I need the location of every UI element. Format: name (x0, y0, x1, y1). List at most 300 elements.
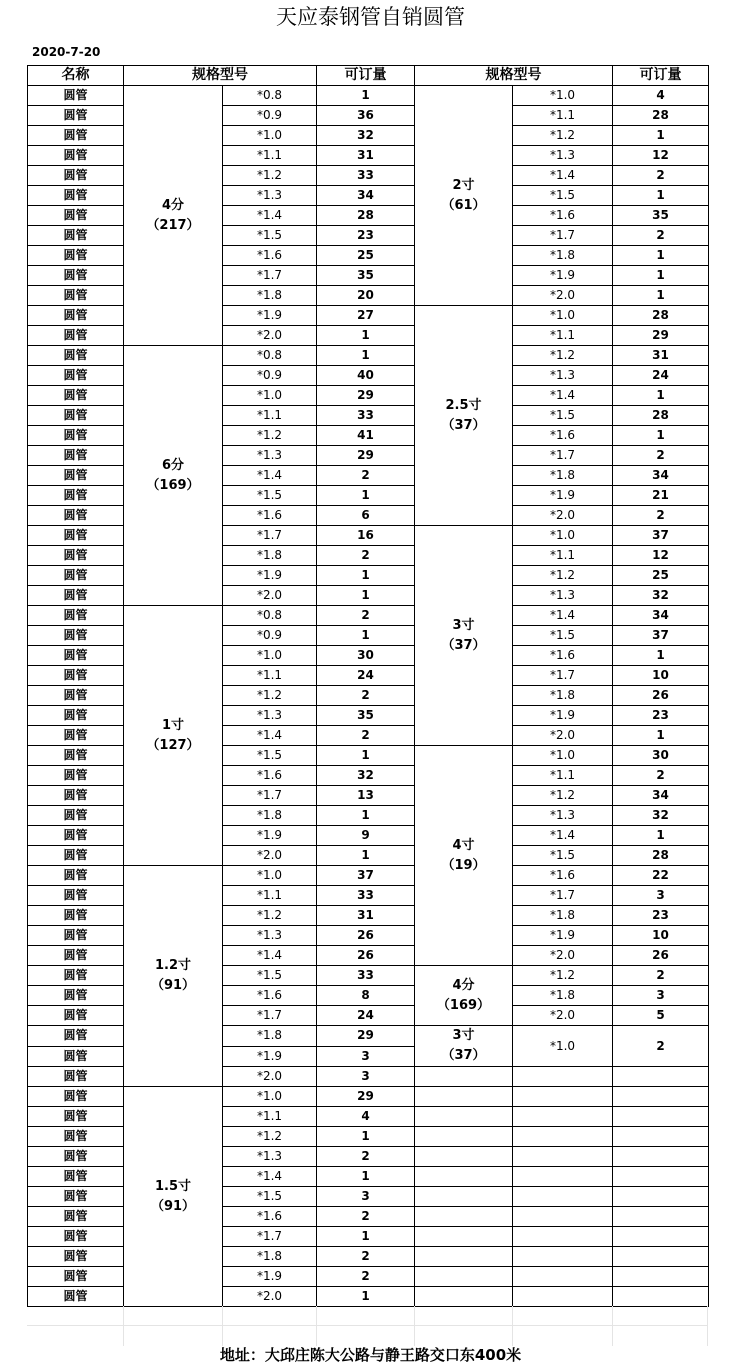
group-size-label: 1.2寸 (154, 958, 192, 973)
group-size-label: 4分 (161, 197, 185, 213)
right-qty-cell: 2 (613, 966, 709, 986)
empty-cell (613, 1087, 709, 1107)
item-name-cell: 圆管 (28, 986, 124, 1006)
right-spec-cell: *2.0 (513, 286, 613, 306)
item-name-cell: 圆管 (28, 826, 124, 846)
spec-cell: *1.5 (223, 1187, 317, 1207)
right-spec-cell: *2.0 (513, 946, 613, 966)
group-size-label: 2寸 (452, 177, 475, 193)
spec-cell: *1.7 (223, 526, 317, 546)
right-qty-cell: 3 (613, 886, 709, 906)
right-qty-cell: 23 (613, 906, 709, 926)
qty-cell: 2 (317, 466, 415, 486)
qty-cell: 3 (317, 1046, 415, 1067)
spec-cell: *1.4 (223, 726, 317, 746)
spec-cell: *0.9 (223, 106, 317, 126)
qty-cell: 32 (317, 766, 415, 786)
right-qty-cell: 4 (613, 86, 709, 106)
header-spec-right: 规格型号 (415, 66, 613, 86)
item-name-cell: 圆管 (28, 306, 124, 326)
group-total-label: （61） (441, 197, 486, 213)
qty-cell: 3 (317, 1067, 415, 1087)
empty-cell (415, 1227, 513, 1247)
right-spec-cell: *1.4 (513, 386, 613, 406)
empty-cell (613, 1287, 709, 1307)
spec-cell: *1.1 (223, 1107, 317, 1127)
spec-cell: *1.3 (223, 706, 317, 726)
group-size-label: 6分 (161, 457, 185, 473)
group-total-label: （169） (146, 477, 200, 493)
spec-cell: *1.4 (223, 1167, 317, 1187)
group-size-label: 2.5寸 (445, 397, 482, 413)
right-spec-cell: *1.8 (513, 686, 613, 706)
spec-cell: *1.3 (223, 1147, 317, 1167)
right-qty-cell: 1 (613, 726, 709, 746)
qty-cell: 1 (317, 566, 415, 586)
qty-cell: 29 (317, 1026, 415, 1047)
right-qty-cell: 30 (613, 746, 709, 766)
spec-cell: *1.7 (223, 1006, 317, 1026)
empty-cell (415, 1147, 513, 1167)
item-name-cell: 圆管 (28, 546, 124, 566)
item-name-cell: 圆管 (28, 446, 124, 466)
right-spec-cell: *1.7 (513, 886, 613, 906)
item-name-cell: 圆管 (28, 1187, 124, 1207)
qty-cell: 8 (317, 986, 415, 1006)
right-qty-cell: 23 (613, 706, 709, 726)
qty-cell: 9 (317, 826, 415, 846)
right-qty-cell: 2 (613, 446, 709, 466)
item-name-cell: 圆管 (28, 226, 124, 246)
qty-cell: 41 (317, 426, 415, 446)
spec-cell: *1.3 (223, 446, 317, 466)
right-spec-cell: *1.4 (513, 826, 613, 846)
qty-cell: 28 (317, 206, 415, 226)
table-row (28, 606, 709, 626)
qty-cell: 6 (317, 506, 415, 526)
item-name-cell: 圆管 (28, 606, 124, 626)
right-spec-cell: *1.0 (513, 86, 613, 106)
right-qty-cell: 10 (613, 926, 709, 946)
right-spec-cell: *1.2 (513, 966, 613, 986)
empty-cell (613, 1147, 709, 1167)
qty-cell: 29 (317, 1087, 415, 1107)
spec-cell: *1.7 (223, 266, 317, 286)
right-qty-cell: 28 (613, 306, 709, 326)
right-spec-cell: *1.3 (513, 146, 613, 166)
spec-cell: *1.4 (223, 206, 317, 226)
qty-cell: 2 (317, 606, 415, 626)
right-spec-cell: *1.3 (513, 806, 613, 826)
right-qty-cell: 24 (613, 366, 709, 386)
item-name-cell: 圆管 (28, 186, 124, 206)
item-name-cell: 圆管 (28, 206, 124, 226)
spec-cell: *1.5 (223, 966, 317, 986)
right-qty-cell: 1 (613, 386, 709, 406)
qty-cell: 30 (317, 646, 415, 666)
item-name-cell: 圆管 (28, 526, 124, 546)
right-qty-cell: 12 (613, 146, 709, 166)
right-qty-cell: 3 (613, 986, 709, 1006)
qty-cell: 2 (317, 546, 415, 566)
item-name-cell: 圆管 (28, 406, 124, 426)
item-name-cell: 圆管 (28, 866, 124, 886)
right-spec-cell: *1.5 (513, 846, 613, 866)
item-name-cell: 圆管 (28, 126, 124, 146)
spec-cell: *0.8 (223, 346, 317, 366)
empty-cell (415, 1187, 513, 1207)
empty-grid-area (27, 1306, 707, 1346)
table-row (28, 346, 709, 366)
right-qty-cell: 35 (613, 206, 709, 226)
spec-cell: *1.8 (223, 286, 317, 306)
header-qty-right: 可订量 (613, 66, 709, 86)
page-title: 天应泰钢管自销圆管 (276, 5, 465, 29)
qty-cell: 2 (317, 1147, 415, 1167)
item-name-cell: 圆管 (28, 386, 124, 406)
left-group-cell (124, 606, 223, 866)
qty-cell: 1 (317, 626, 415, 646)
qty-cell: 20 (317, 286, 415, 306)
right-spec-cell: *1.6 (513, 646, 613, 666)
empty-cell (613, 1247, 709, 1267)
empty-cell (613, 1207, 709, 1227)
group-total-label: （127） (146, 737, 200, 753)
group-total-label: （217） (146, 217, 200, 233)
right-spec-cell: *1.2 (513, 346, 613, 366)
spec-cell: *0.9 (223, 366, 317, 386)
qty-cell: 2 (317, 1207, 415, 1227)
right-qty-cell: 37 (613, 526, 709, 546)
qty-cell: 2 (317, 1267, 415, 1287)
right-qty-cell: 1 (613, 826, 709, 846)
right-qty-cell: 21 (613, 486, 709, 506)
item-name-cell: 圆管 (28, 1107, 124, 1127)
item-name-cell: 圆管 (28, 326, 124, 346)
right-spec-cell: *1.6 (513, 866, 613, 886)
empty-cell (513, 1187, 613, 1207)
empty-cell (415, 1247, 513, 1267)
report-date: 2020-7-20 (32, 45, 101, 59)
qty-cell: 24 (317, 666, 415, 686)
spec-cell: *1.2 (223, 426, 317, 446)
right-qty-cell: 1 (613, 266, 709, 286)
empty-cell (613, 1067, 709, 1087)
item-name-cell: 圆管 (28, 146, 124, 166)
spec-cell: *1.8 (223, 546, 317, 566)
left-group-cell (124, 1087, 223, 1307)
spec-cell: *1.4 (223, 466, 317, 486)
right-qty-cell: 1 (613, 126, 709, 146)
spec-cell: *0.8 (223, 606, 317, 626)
item-name-cell: 圆管 (28, 466, 124, 486)
group-total-label: （169） (436, 997, 491, 1013)
item-name-cell: 圆管 (28, 1067, 124, 1087)
spec-cell: *1.6 (223, 766, 317, 786)
spec-cell: *1.3 (223, 926, 317, 946)
right-spec-cell: *1.8 (513, 466, 613, 486)
qty-cell: 3 (317, 1187, 415, 1207)
spec-cell: *1.6 (223, 1207, 317, 1227)
table-row (28, 866, 709, 886)
spec-cell: *1.2 (223, 166, 317, 186)
right-spec-cell: *1.1 (513, 326, 613, 346)
spec-cell: *1.9 (223, 826, 317, 846)
qty-cell: 1 (317, 586, 415, 606)
right-qty-cell: 26 (613, 686, 709, 706)
spec-cell: *1.0 (223, 866, 317, 886)
empty-cell (513, 1067, 613, 1087)
item-name-cell: 圆管 (28, 566, 124, 586)
right-qty-cell: 12 (613, 546, 709, 566)
right-spec-cell: *1.1 (513, 546, 613, 566)
item-name-cell: 圆管 (28, 1227, 124, 1247)
qty-cell: 31 (317, 906, 415, 926)
empty-cell (513, 1267, 613, 1287)
right-qty-cell: 1 (613, 286, 709, 306)
empty-cell (513, 1287, 613, 1307)
spec-cell: *1.8 (223, 1247, 317, 1267)
left-group-cell (124, 866, 223, 1087)
group-size-label: 1寸 (161, 717, 185, 733)
spec-cell: *1.8 (223, 806, 317, 826)
item-name-cell: 圆管 (28, 486, 124, 506)
qty-cell: 35 (317, 706, 415, 726)
item-name-cell: 圆管 (28, 1267, 124, 1287)
item-name-cell: 圆管 (28, 426, 124, 446)
spec-cell: *1.6 (223, 246, 317, 266)
empty-cell (513, 1167, 613, 1187)
right-spec-cell: *1.0 (513, 1026, 613, 1067)
header-name: 名称 (28, 66, 124, 86)
right-spec-cell: *1.9 (513, 926, 613, 946)
right-spec-cell: *1.9 (513, 706, 613, 726)
qty-cell: 1 (317, 486, 415, 506)
right-group-cell (415, 306, 513, 526)
qty-cell: 33 (317, 166, 415, 186)
item-name-cell: 圆管 (28, 886, 124, 906)
qty-cell: 36 (317, 106, 415, 126)
item-name-cell: 圆管 (28, 1287, 124, 1307)
item-name-cell: 圆管 (28, 966, 124, 986)
spec-cell: *1.2 (223, 906, 317, 926)
spec-cell: *1.9 (223, 1046, 317, 1067)
item-name-cell: 圆管 (28, 366, 124, 386)
right-spec-cell: *1.2 (513, 566, 613, 586)
group-total-label: （37） (441, 637, 486, 653)
spec-cell: *1.8 (223, 1026, 317, 1047)
item-name-cell: 圆管 (28, 1006, 124, 1026)
item-name-cell: 圆管 (28, 766, 124, 786)
qty-cell: 40 (317, 366, 415, 386)
right-group-cell (415, 1026, 513, 1067)
right-group-cell (415, 746, 513, 966)
item-name-cell: 圆管 (28, 106, 124, 126)
group-total-label: （19） (441, 857, 486, 873)
address-footer: 地址：大邱庄陈大公路与静王路交口东400米 (219, 1346, 522, 1364)
spec-cell: *1.0 (223, 646, 317, 666)
empty-cell (513, 1127, 613, 1147)
spec-cell: *2.0 (223, 326, 317, 346)
item-name-cell: 圆管 (28, 926, 124, 946)
right-spec-cell: *1.5 (513, 186, 613, 206)
left-group-cell (124, 86, 223, 346)
right-spec-cell: *1.8 (513, 986, 613, 1006)
right-spec-cell: *1.8 (513, 906, 613, 926)
group-size-label: 3寸 (452, 1028, 475, 1043)
spec-cell: *1.7 (223, 786, 317, 806)
empty-cell (415, 1207, 513, 1227)
right-qty-cell: 1 (613, 186, 709, 206)
item-name-cell: 圆管 (28, 1026, 124, 1047)
qty-cell: 16 (317, 526, 415, 546)
right-qty-cell: 32 (613, 586, 709, 606)
empty-cell (613, 1167, 709, 1187)
right-qty-cell: 5 (613, 1006, 709, 1026)
right-qty-cell: 37 (613, 626, 709, 646)
right-spec-cell: *1.7 (513, 666, 613, 686)
item-name-cell: 圆管 (28, 666, 124, 686)
right-spec-cell: *1.2 (513, 126, 613, 146)
header-row (28, 66, 709, 86)
qty-cell: 1 (317, 1227, 415, 1247)
item-name-cell: 圆管 (28, 346, 124, 366)
spec-cell: *1.0 (223, 126, 317, 146)
right-spec-cell: *1.5 (513, 406, 613, 426)
qty-cell: 31 (317, 146, 415, 166)
right-spec-cell: *1.3 (513, 586, 613, 606)
spec-cell: *1.6 (223, 506, 317, 526)
spec-cell: *1.0 (223, 386, 317, 406)
right-qty-cell: 34 (613, 606, 709, 626)
qty-cell: 4 (317, 1107, 415, 1127)
empty-cell (415, 1167, 513, 1187)
table-row (28, 86, 709, 106)
right-qty-cell: 1 (613, 426, 709, 446)
group-size-label: 3寸 (452, 617, 475, 633)
right-spec-cell: *1.0 (513, 526, 613, 546)
right-qty-cell: 28 (613, 406, 709, 426)
stock-table (27, 65, 709, 1307)
spec-cell: *0.9 (223, 626, 317, 646)
right-qty-cell: 25 (613, 566, 709, 586)
right-qty-cell: 2 (613, 766, 709, 786)
right-qty-cell: 29 (613, 326, 709, 346)
empty-cell (513, 1147, 613, 1167)
group-size-label: 4分 (452, 977, 475, 993)
right-spec-cell: *1.9 (513, 266, 613, 286)
empty-cell (513, 1207, 613, 1227)
spec-cell: *1.0 (223, 1087, 317, 1107)
item-name-cell: 圆管 (28, 686, 124, 706)
item-name-cell: 圆管 (28, 286, 124, 306)
qty-cell: 33 (317, 966, 415, 986)
qty-cell: 1 (317, 346, 415, 366)
table-row (28, 1087, 709, 1107)
right-qty-cell: 2 (613, 1026, 709, 1067)
spec-cell: *1.9 (223, 566, 317, 586)
spec-cell: *1.5 (223, 486, 317, 506)
right-spec-cell: *1.4 (513, 606, 613, 626)
spec-cell: *1.5 (223, 226, 317, 246)
right-group-cell (415, 526, 513, 746)
spec-cell: *1.2 (223, 1127, 317, 1147)
item-name-cell: 圆管 (28, 1247, 124, 1267)
qty-cell: 2 (317, 726, 415, 746)
right-spec-cell: *1.6 (513, 206, 613, 226)
right-qty-cell: 34 (613, 786, 709, 806)
group-total-label: （37） (441, 1048, 486, 1063)
right-spec-cell: *1.9 (513, 486, 613, 506)
right-qty-cell: 31 (613, 346, 709, 366)
spec-cell: *2.0 (223, 846, 317, 866)
item-name-cell: 圆管 (28, 246, 124, 266)
group-total-label: （91） (150, 978, 196, 993)
right-spec-cell: *2.0 (513, 506, 613, 526)
spec-cell: *2.0 (223, 1287, 317, 1307)
item-name-cell: 圆管 (28, 1087, 124, 1107)
qty-cell: 1 (317, 806, 415, 826)
qty-cell: 26 (317, 946, 415, 966)
header-qty: 可订量 (317, 66, 415, 86)
spec-cell: *1.1 (223, 666, 317, 686)
right-qty-cell: 10 (613, 666, 709, 686)
qty-cell: 13 (317, 786, 415, 806)
spec-cell: *1.1 (223, 146, 317, 166)
right-spec-cell: *1.8 (513, 246, 613, 266)
qty-cell: 34 (317, 186, 415, 206)
right-spec-cell: *1.2 (513, 786, 613, 806)
right-spec-cell: *2.0 (513, 1006, 613, 1026)
empty-cell (415, 1067, 513, 1087)
item-name-cell: 圆管 (28, 806, 124, 826)
right-spec-cell: *1.6 (513, 426, 613, 446)
empty-cell (513, 1107, 613, 1127)
empty-cell (415, 1107, 513, 1127)
spec-cell: *1.7 (223, 1227, 317, 1247)
spec-cell: *2.0 (223, 1067, 317, 1087)
group-total-label: （91） (150, 1198, 196, 1214)
item-name-cell: 圆管 (28, 746, 124, 766)
spec-cell: *1.1 (223, 406, 317, 426)
spec-cell: *0.8 (223, 86, 317, 106)
item-name-cell: 圆管 (28, 846, 124, 866)
right-qty-cell: 28 (613, 846, 709, 866)
empty-cell (613, 1227, 709, 1247)
qty-cell: 24 (317, 1006, 415, 1026)
item-name-cell: 圆管 (28, 86, 124, 106)
spec-cell: *1.9 (223, 306, 317, 326)
qty-cell: 1 (317, 1287, 415, 1307)
item-name-cell: 圆管 (28, 166, 124, 186)
spec-cell: *1.2 (223, 686, 317, 706)
item-name-cell: 圆管 (28, 506, 124, 526)
empty-cell (513, 1087, 613, 1107)
item-name-cell: 圆管 (28, 646, 124, 666)
qty-cell: 25 (317, 246, 415, 266)
right-spec-cell: *1.3 (513, 366, 613, 386)
qty-cell: 37 (317, 866, 415, 886)
item-name-cell: 圆管 (28, 1207, 124, 1227)
right-spec-cell: *1.5 (513, 626, 613, 646)
item-name-cell: 圆管 (28, 1127, 124, 1147)
qty-cell: 1 (317, 1127, 415, 1147)
empty-cell (415, 1127, 513, 1147)
spec-cell: *1.4 (223, 946, 317, 966)
right-spec-cell: *1.4 (513, 166, 613, 186)
qty-cell: 33 (317, 406, 415, 426)
item-name-cell: 圆管 (28, 1167, 124, 1187)
